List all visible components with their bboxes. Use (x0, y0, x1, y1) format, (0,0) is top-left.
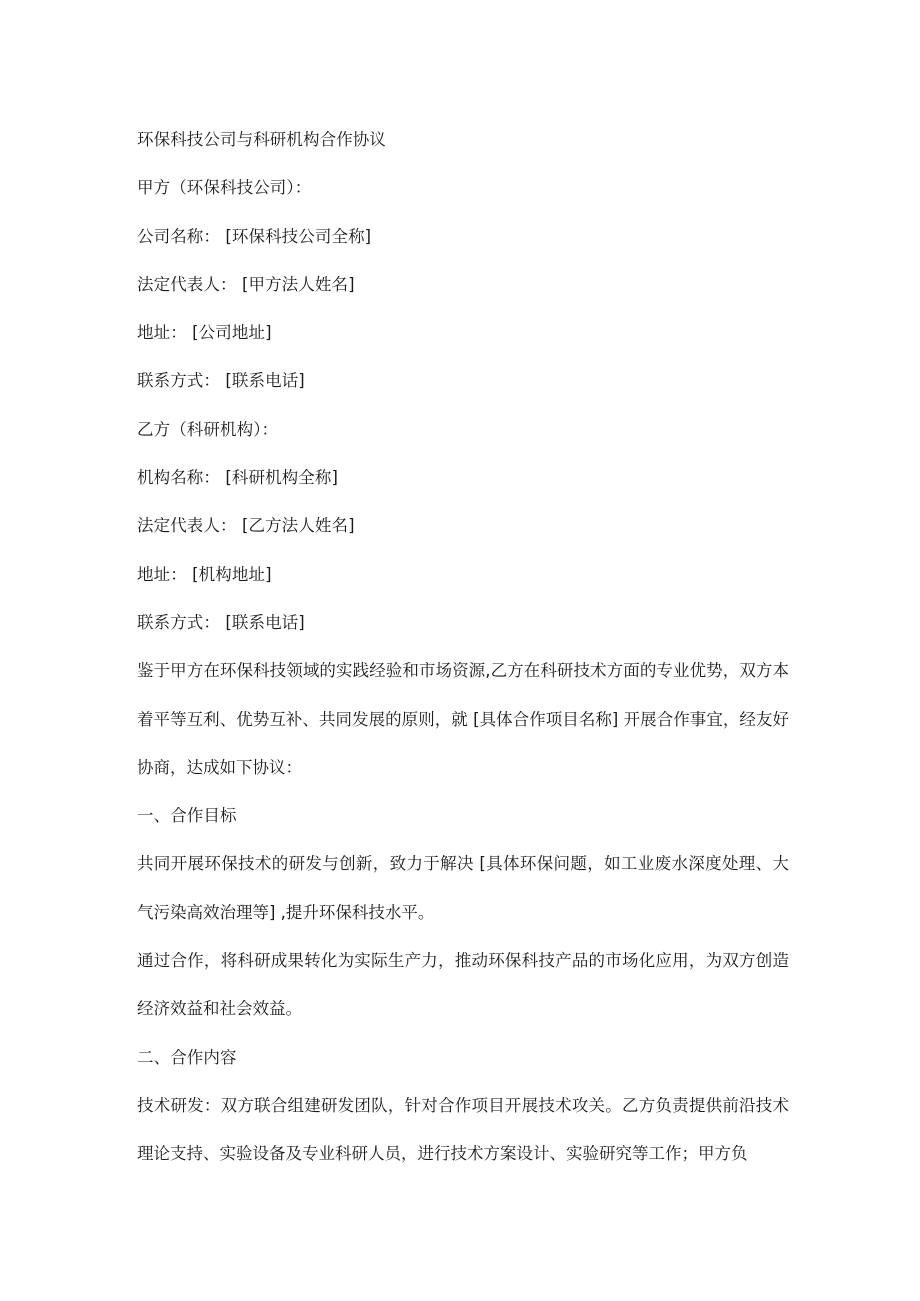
party-a-legal-representative: 法定代表人： [甲方法人姓名] (137, 274, 355, 294)
party-b-heading: 乙方（科研机构）： (137, 419, 279, 439)
party-b-legal-representative: 法定代表人： [乙方法人姓名] (137, 516, 355, 536)
party-b-institution-name: 机构名称： [科研机构全称] (137, 468, 339, 488)
section-1-paragraph-2: 通过合作，将科研成果转化为实际生产力，推动环保科技产品的市场化应用，为双方创造经济效益和社会效益。 (137, 951, 789, 1019)
section-2-heading: 二、合作内容 (137, 1047, 237, 1067)
party-a-heading: 甲方（环保科技公司）： (137, 178, 312, 198)
preamble-paragraph: 鉴于甲方在环保科技领域的实践经验和市场资源,乙方在科研技术方面的专业优势，双方本着平等互利、优势互补、共同发展的原则，就 [具体合作项目名称] 开展合作事宜，经友好协商，达成如下协议： (137, 661, 789, 777)
section-1-heading: 一、合作目标 (137, 806, 237, 826)
party-b-address: 地址： [机构地址] (137, 564, 272, 584)
section-1-paragraph-1: 共同开展环保技术的研发与创新，致力于解决 [具体环保问题，如工业废水深度处理、大气污染高效治理等] ,提升环保科技水平。 (137, 854, 789, 922)
section-2-paragraph-1: 技术研发：双方联合组建研发团队，针对合作项目开展技术攻关。乙方负责提供前沿技术理论支持、实验设备及专业科研人员，进行技术方案设计、实验研究等工作；甲方负 (137, 1095, 789, 1164)
party-a-contact: 联系方式： [联系电话] (137, 371, 305, 391)
document-body (137, 116, 789, 1179)
document-title: 环保科技公司与科研机构合作协议 (137, 130, 386, 149)
party-a-company-name: 公司名称： [环保科技公司全称] (137, 226, 372, 246)
party-a-address: 地址： [公司地址] (137, 323, 272, 343)
party-b-contact: 联系方式： [联系电话] (137, 612, 305, 632)
